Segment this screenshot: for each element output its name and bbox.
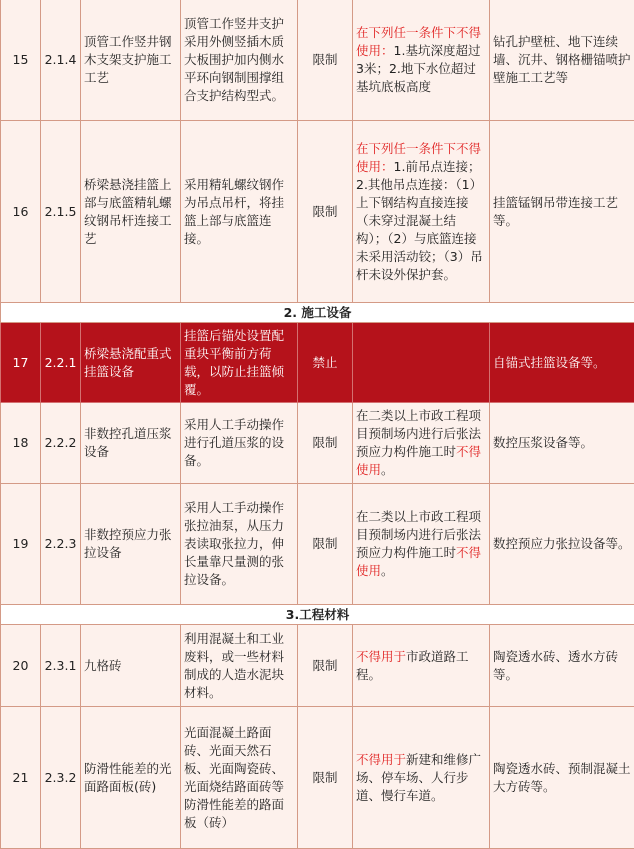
condition-text: 。 [381, 462, 394, 477]
section-title: 2. 施工设备 [1, 303, 634, 323]
section-header [1, 605, 634, 625]
item-name: 桥梁悬浇挂篮上部与底篮精轧螺纹钢吊杆连接工艺 [81, 121, 181, 303]
section-title: 3.工程材料 [1, 605, 634, 625]
usage-condition [353, 707, 490, 849]
alternative: 陶瓷透水砖、预制混凝土大方砖等。 [490, 707, 634, 849]
row-number: 17 [1, 323, 41, 403]
usage-condition [353, 625, 490, 707]
table-row-banned [1, 323, 634, 403]
table-row [1, 403, 634, 484]
usage-condition [353, 403, 490, 484]
item-description: 顶管工作竖井支护采用外侧竖插木质大板围护加内侧水平环向钢制围撑组合支护结构型式。 [181, 0, 298, 121]
restriction-level: 限制 [298, 625, 353, 707]
restriction-level: 限制 [298, 707, 353, 849]
condition-text: 不得使用 [356, 545, 482, 578]
item-description: 光面混凝土路面砖、光面天然石板、光面陶瓷砖、光面烧结路面砖等防滑性能差的路面板（砖） [181, 707, 298, 849]
usage-condition [353, 0, 490, 121]
condition-text: 市政道路工程。 [356, 648, 469, 682]
condition-text: 在下列任一条件下不得使用： [356, 24, 482, 58]
item-code: 2.3.2 [41, 707, 81, 849]
item-code: 2.2.1 [41, 323, 81, 403]
item-name: 防滑性能差的光面路面板(砖) [81, 707, 181, 849]
item-code: 2.3.1 [41, 625, 81, 707]
restriction-level: 限制 [298, 121, 353, 303]
condition-text: 在二类以上市政工程项目预制场内进行后张法预应力构件施工时 [356, 509, 482, 560]
alternative: 挂篮锰钢吊带连接工艺等。 [490, 121, 634, 303]
condition-text: 新建和维修广场、停车场、人行步道、慢行车道。 [356, 751, 482, 803]
item-name: 桥梁悬浇配重式挂篮设备 [81, 323, 181, 403]
condition-text: 不得使用 [356, 444, 482, 477]
condition-text: 。 [381, 563, 394, 578]
item-description: 挂篮后锚处设置配重块平衡前方荷载，以防止挂篮倾覆。 [181, 323, 298, 403]
item-name: 顶管工作竖井钢木支架支护施工工艺 [81, 0, 181, 121]
alternative: 数控压浆设备等。 [490, 403, 634, 484]
usage-condition [353, 323, 490, 403]
row-number: 18 [1, 403, 41, 484]
table-body [1, 0, 634, 849]
row-number: 16 [1, 121, 41, 303]
restriction-level: 限制 [298, 403, 353, 484]
item-name: 非数控预应力张拉设备 [81, 484, 181, 605]
alternative: 数控预应力张拉设备等。 [490, 484, 634, 605]
item-name: 九格砖 [81, 625, 181, 707]
item-description: 利用混凝土和工业废料，或一些材料制成的人造水泥块材料。 [181, 625, 298, 707]
row-number: 21 [1, 707, 41, 849]
restriction-level: 限制 [298, 0, 353, 121]
table-row [1, 484, 634, 605]
restriction-level: 禁止 [298, 323, 353, 403]
table-row [1, 0, 634, 121]
table-row [1, 707, 634, 849]
item-code: 2.1.4 [41, 0, 81, 121]
row-number: 20 [1, 625, 41, 707]
table-row [1, 121, 634, 303]
item-description: 采用人工手动操作进行孔道压浆的设备。 [181, 403, 298, 484]
condition-text: 在二类以上市政工程项目预制场内进行后张法预应力构件施工时 [356, 408, 482, 459]
item-description: 采用人工手动操作张拉油泵，从压力表读取张拉力，伸长量靠尺量测的张拉设备。 [181, 484, 298, 605]
condition-text: 不得用于 [356, 648, 407, 664]
row-number: 19 [1, 484, 41, 605]
usage-condition [353, 484, 490, 605]
item-description: 采用精轧螺纹钢作为吊点吊杆，将挂篮上部与底篮连接。 [181, 121, 298, 303]
item-name: 非数控孔道压浆设备 [81, 403, 181, 484]
item-code: 2.2.2 [41, 403, 81, 484]
condition-text: 在下列任一条件下不得使用： [356, 140, 482, 174]
table-row [1, 625, 634, 707]
condition-text: 1.基坑深度超过3米；2.地下水位超过基坑底板高度 [356, 42, 481, 94]
alternative: 自锚式挂篮设备等。 [490, 323, 634, 403]
condition-text: 1.前吊点连接；2.其他吊点连接：（1）上下钢结构直接连接（未穿过混凝土结构）；（2）与底篮连接未采用活动铰；（3）吊杆未设外保护套。 [356, 158, 483, 282]
condition-text: 不得用于 [356, 751, 407, 767]
row-number: 15 [1, 0, 41, 121]
alternative: 钻孔护壁桩、地下连续墙、沉井、钢格栅锚喷护壁施工工艺等 [490, 0, 634, 121]
usage-condition [353, 121, 490, 303]
alternative: 陶瓷透水砖、透水方砖等。 [490, 625, 634, 707]
restriction-level: 限制 [298, 484, 353, 605]
item-code: 2.1.5 [41, 121, 81, 303]
section-header [1, 303, 634, 323]
item-code: 2.2.3 [41, 484, 81, 605]
